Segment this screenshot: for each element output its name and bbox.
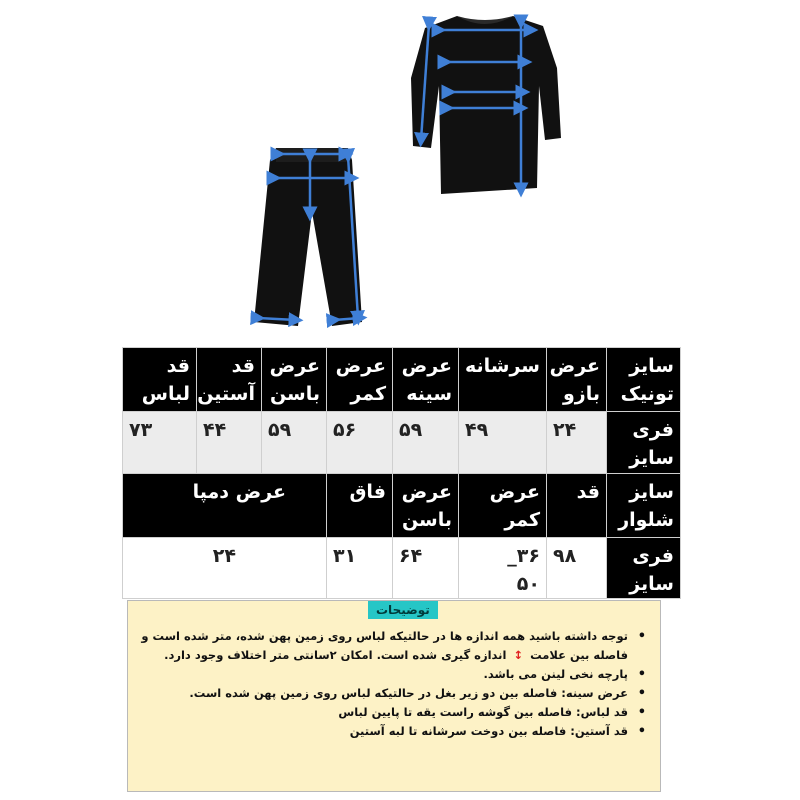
- note-item: • توجه داشته باشید همه اندازه ها در حالتیکه لباس روی زمین پهن شده، متر شده است و فاصله بین علامت ↕ اندازه گیری شده است. امکان ۲سانتی متر اختلاف وجود دارد.: [138, 627, 648, 665]
- tunic-value: ۴۹: [459, 412, 547, 474]
- pants-values-row: [123, 538, 681, 599]
- note-item: • قد لباس: فاصله بین گوشه راست یقه تا پایین لباس: [138, 703, 648, 722]
- notes-title: توضیحات: [368, 601, 438, 619]
- tunic-header-row: [123, 348, 681, 412]
- pants-value: ۳۶_ ۵۰: [459, 538, 547, 599]
- pants-header-hem-width: عرض دمپا: [123, 474, 327, 538]
- tunic-header-sleeve-length: قد آستین: [197, 348, 262, 412]
- pants-value: ۶۴: [393, 538, 459, 599]
- pants-size-label: فری سایز: [607, 538, 681, 599]
- pants-value-hem: ۲۴: [123, 538, 327, 599]
- tunic-values-row: [123, 412, 681, 474]
- tunic-header-dress-length: قد لباس: [123, 348, 197, 412]
- tunic-value: ۷۳: [123, 412, 197, 474]
- pants-value: ۹۸: [547, 538, 607, 599]
- pants-image: [240, 142, 380, 332]
- tunic-size-label: فری سایز: [607, 412, 681, 474]
- tunic-value: ۵۹: [393, 412, 459, 474]
- tunic-value: ۴۴: [197, 412, 262, 474]
- tunic-value: ۵۶: [327, 412, 393, 474]
- tunic-value: ۵۹: [262, 412, 327, 474]
- tunic-header-size: سایز تونیک: [607, 348, 681, 412]
- tunic-header-hip-width: عرض باسن: [262, 348, 327, 412]
- tunic-header-waist-width: عرض کمر: [327, 348, 393, 412]
- tunic-value: ۲۴: [547, 412, 607, 474]
- pants-header-size: سایز شلوار: [607, 474, 681, 538]
- tunic-image: [405, 8, 565, 198]
- red-double-arrow-icon: ↕: [513, 648, 524, 662]
- size-table: [122, 347, 681, 599]
- notes-list: [138, 627, 648, 741]
- pants-header-hip-width: عرض باسن: [393, 474, 459, 538]
- pants-header-row: [123, 474, 681, 538]
- tunic-header-chest-width: عرض سینه: [393, 348, 459, 412]
- pants-header-rise: فاق: [327, 474, 393, 538]
- note-item: • عرض سینه: فاصله بین دو زیر بغل در حالتیکه لباس روی زمین پهن شده است.: [138, 684, 648, 703]
- pants-value: ۳۱: [327, 538, 393, 599]
- pants-header-length: قد: [547, 474, 607, 538]
- note-item: • قد آستین: فاصله بین دوخت سرشانه تا لبه آستین: [138, 722, 648, 741]
- tunic-header-arm-width: عرض بازو: [547, 348, 607, 412]
- tunic-header-shoulder: سرشانه: [459, 348, 547, 412]
- note-item: • پارچه نخی لینن می باشد.: [138, 665, 648, 684]
- notes-box: [127, 600, 661, 792]
- pants-header-waist-width: عرض کمر: [459, 474, 547, 538]
